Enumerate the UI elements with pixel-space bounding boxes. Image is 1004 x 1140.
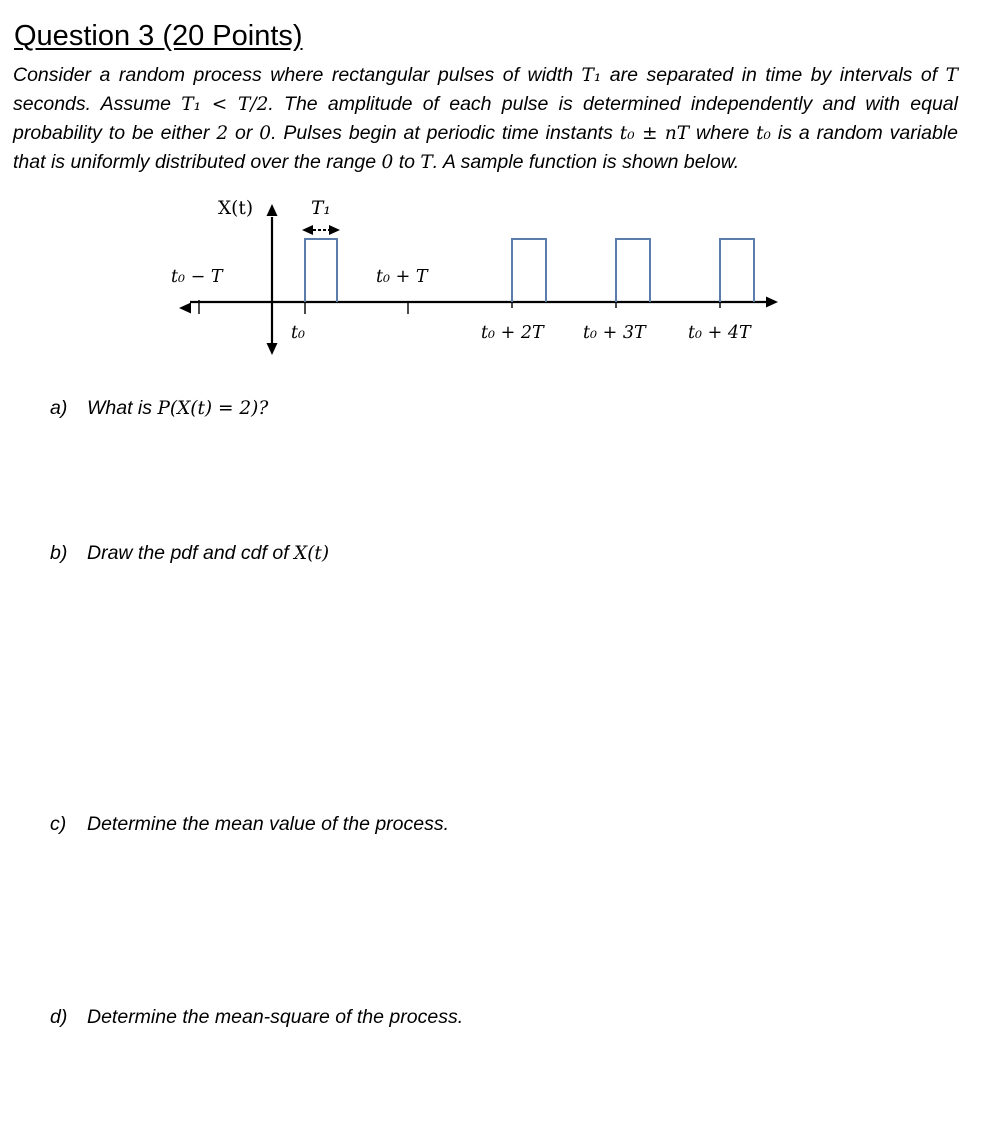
y-axis-arrow-down <box>267 343 278 355</box>
question-c: c) Determine the mean value of the process. <box>50 813 450 835</box>
tick-label-t0-plus-2T: t₀ + 2T <box>481 323 544 343</box>
x-axis-arrow-left <box>179 303 191 314</box>
pulse-at-t0-plus-4T <box>720 239 754 302</box>
pulse-at-t0-plus-3T <box>616 239 650 302</box>
pulse-at-t0-plus-2T <box>512 239 546 302</box>
tick-label-t0-plus-T: t₀ + T <box>376 267 428 287</box>
tick-label-t0-plus-3T: t₀ + 3T <box>583 323 646 343</box>
tick-label-t0-minus-T: t₀ − T <box>171 267 223 287</box>
width-arrowhead-right <box>329 225 340 235</box>
y-axis-arrow-up <box>267 204 278 216</box>
pulse-width-label: T₁ <box>311 198 331 219</box>
problem-statement: Consider a random process where rectangular pulses of width T₁ are separated in time by intervals of T seconds. Assume T₁ < T/2. The amplitude of each pulse is determined independently and with equal probability to be either 2 or 0. Pulses begin at periodic time instants t₀ ± nT where t₀ is a random variable that is uniformly distributed over the range 0 to T. A sample function is shown below. <box>13 64 959 173</box>
tick-label-t0: t₀ <box>291 323 306 343</box>
width-arrowhead-left <box>302 225 313 235</box>
question-a: a) What is P(X(t) = 2)? <box>50 397 269 419</box>
question-heading: Question 3 (20 Points) <box>14 20 303 52</box>
tick-label-t0-plus-4T: t₀ + 4T <box>688 323 751 343</box>
y-axis-label: X(t) <box>218 198 254 219</box>
x-axis-arrow-right <box>766 297 778 308</box>
question-d: d) Determine the mean-square of the process. <box>50 1006 464 1028</box>
question-b: b) Draw the pdf and cdf of X(t) <box>50 542 330 564</box>
pulse-at-t0 <box>305 239 337 302</box>
sample-function-figure <box>0 185 1004 365</box>
